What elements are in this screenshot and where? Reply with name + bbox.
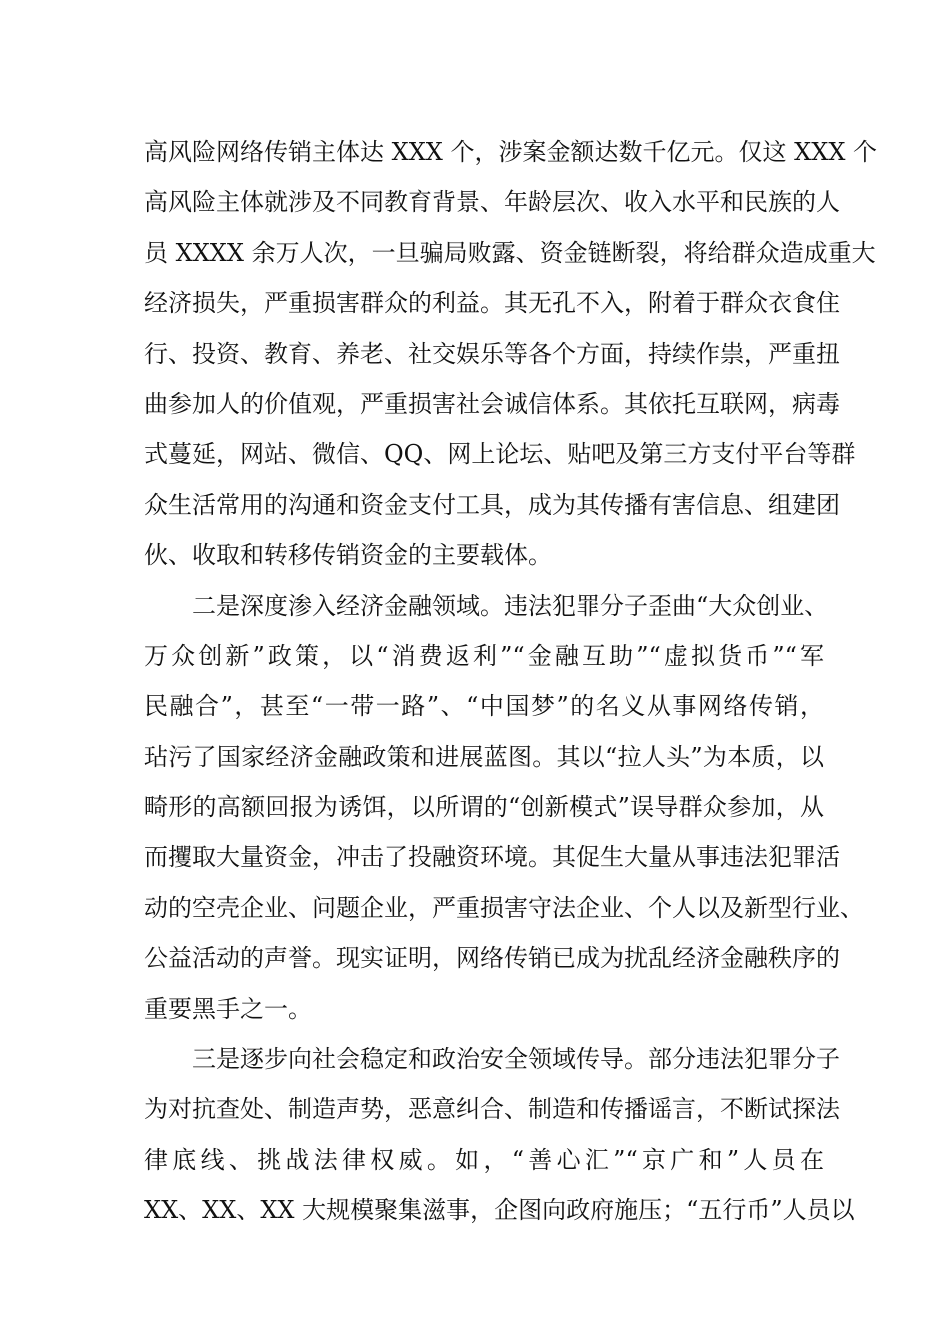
text-line: 式蔓延，网站、微信、QQ、网上论坛、贴吧及第三方支付平台等群 — [144, 440, 856, 469]
text-line: 行、投资、教育、养老、社交娱乐等各个方面，持续作祟，严重扭 — [144, 339, 840, 368]
text-line: 律底线、挑战法律权威。如，“善心汇”“京广和”人员在 — [144, 1145, 824, 1174]
text-line: 曲参加人的价值观，严重损害社会诚信体系。其依托互联网，病毒 — [144, 389, 840, 418]
text-line: 经济损失，严重损害群众的利益。其无孔不入，附着于群众衣食住 — [144, 289, 840, 318]
text-line: 万众创新”政策，以“消费返利”“金融互助”“虚拟货币”“军 — [144, 641, 824, 670]
paragraph-start-line: 二是深度渗入经济金融领域。违法犯罪分子歪曲“大众创业、 — [192, 591, 829, 620]
text-line: 重要黑手之一。 — [144, 994, 312, 1023]
text-line: 畸形的高额回报为诱饵，以所谓的“创新模式”误导群众参加，从 — [144, 793, 824, 822]
text-line: 公益活动的声誉。现实证明，网络传销已成为扰乱经济金融秩序的 — [144, 944, 840, 973]
text-line: XX、XX、XX 大规模聚集滋事，企图向政府施压；“五行币”人员以 — [144, 1196, 855, 1225]
text-line: 而攫取大量资金，冲击了投融资环境。其促生大量从事违法犯罪活 — [144, 843, 840, 872]
text-line: 动的空壳企业、问题企业，严重损害守法企业、个人以及新型行业、 — [144, 893, 864, 922]
text-line: 伙、收取和转移传销资金的主要载体。 — [144, 541, 552, 570]
text-line: 员 XXXX 余万人次，一旦骗局败露、资金链断裂，将给群众造成重大 — [144, 238, 876, 267]
paragraph-start-line: 三是逐步向社会稳定和政治安全领域传导。部分违法犯罪分子 — [192, 1045, 840, 1074]
text-line: 众生活常用的沟通和资金支付工具，成为其传播有害信息、组建团 — [144, 490, 840, 519]
text-line: 高风险主体就涉及不同教育背景、年龄层次、收入水平和民族的人 — [144, 188, 840, 217]
text-line: 玷污了国家经济金融政策和进展蓝图。其以“拉人头”为本质，以 — [144, 742, 824, 771]
text-line: 高风险网络传销主体达 XXX 个，涉案金额达数千亿元。仅这 XXX 个 — [144, 138, 878, 166]
text-line: 民融合”，甚至“一带一路”、“中国梦”的名义从事网络传销， — [144, 692, 824, 721]
body-text — [144, 127, 878, 1236]
text-line: 为对抗查处、制造声势，恶意纠合、制造和传播谣言，不断试探法 — [144, 1095, 840, 1124]
